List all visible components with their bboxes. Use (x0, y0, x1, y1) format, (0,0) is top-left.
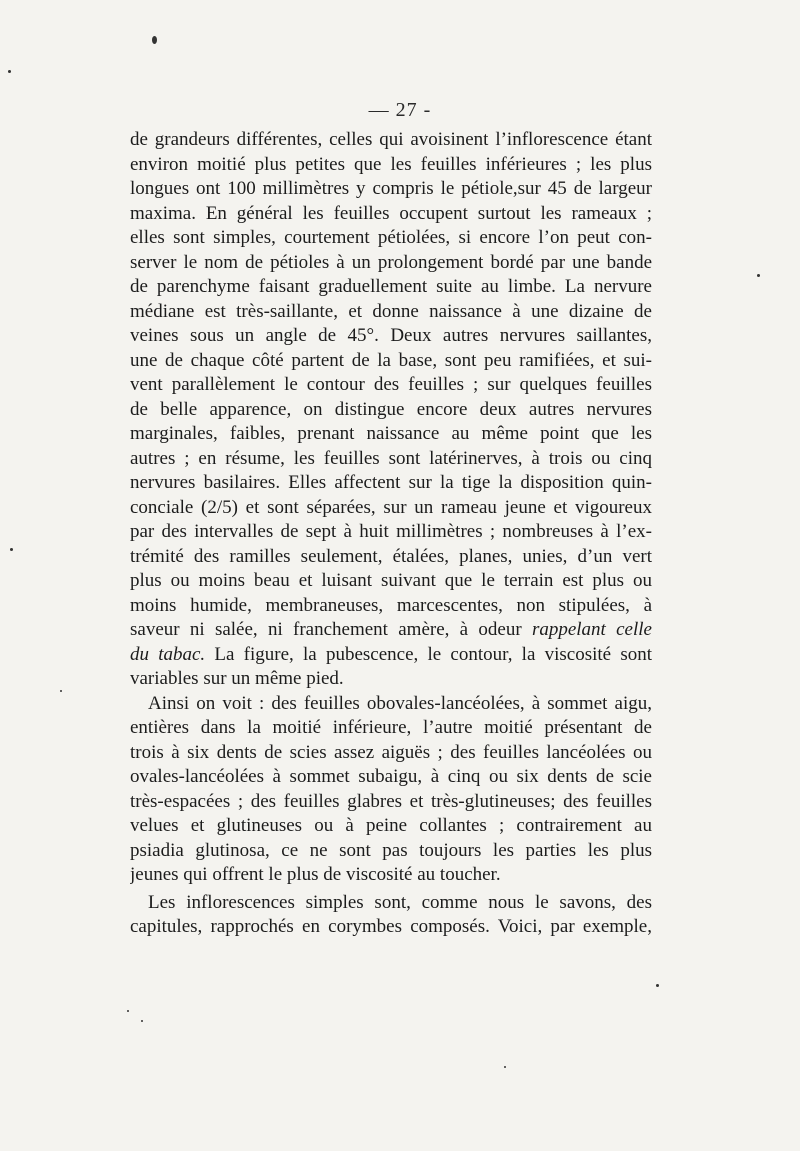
text-line: veines sous un angle de 45°. Deux autres nervures saillantes, (130, 325, 652, 346)
text-line: entières dans la moitié inférieure, l’autre moitié présentant de (130, 717, 652, 738)
scan-speck (152, 36, 157, 44)
scan-speck (757, 274, 760, 277)
text-line: très-espacées ; des feuilles glabres et très-glutineuses; des feuilles (130, 790, 652, 812)
text-line: moins humide, membraneuses, marcescentes, non stipulées, à (130, 594, 652, 616)
text-line: capitules, rapprochés en corymbes composés. Voici, par exemple, (130, 916, 652, 937)
scan-speck (504, 1066, 506, 1068)
text-line (130, 643, 652, 668)
scan-speck (8, 70, 11, 73)
text-line: vent parallèlement le contour des feuilles ; sur quelques feuilles (130, 374, 652, 395)
text-segment: La figure, la pubescence, le contour, la viscosité sont (205, 643, 652, 665)
scan-speck (60, 690, 62, 692)
italic-phrase: du tabac. (130, 643, 206, 665)
text-line: par des intervalles de sept à huit millimètres ; nombreuses à l’ex- (130, 521, 652, 542)
scan-speck (656, 984, 659, 987)
text-line (130, 618, 652, 643)
text-line: ovales-lancéolées à sommet subaigu, à cinq ou six dents de scie (130, 766, 652, 787)
text-line: de parenchyme faisant graduellement suite au limbe. La nervure (130, 276, 652, 297)
body-text (130, 128, 652, 940)
scan-speck (127, 1010, 129, 1012)
scan-speck (10, 548, 13, 551)
text-line: de belle apparence, on distingue encore deux autres nervures (130, 398, 652, 420)
text-line: marginales, faibles, prenant naissance au même point que les (130, 423, 652, 444)
text-line: autres ; en résume, les feuilles sont latérinerves, à trois ou cinq (130, 447, 652, 469)
text-line: variables sur un même pied. (130, 668, 344, 689)
text-segment: saveur ni salée, ni franchement amère, à odeur (130, 619, 532, 640)
text-line: trémité des ramilles seulement, étalées, planes, unies, d’un vert (130, 545, 652, 567)
text-line: Ainsi on voit : des feuilles obovales-lancéolées, à sommet aigu, (148, 692, 652, 714)
text-line: nervures basilaires. Elles affectent sur la tige la disposition quin- (130, 472, 652, 493)
text-line: trois à six dents de scies assez aiguës ; des feuilles lancéolées ou (130, 741, 652, 763)
text-line: velues et glutineuses ou à peine collantes ; contrairement au (130, 815, 652, 836)
text-line: Les inflorescences simples sont, comme nous le savons, des (148, 891, 652, 913)
page-number: — 27 - (368, 99, 432, 121)
text-line: server le nom de pétioles à un prolongement bordé par une bande (130, 251, 652, 273)
text-line: elles sont simples, courtement pétiolées, si encore l’on peut con- (130, 227, 652, 248)
text-line: conciale (2/5) et sont séparées, sur un rameau jeune et vigoureux (130, 496, 652, 518)
text-line: environ moitié plus petites que les feuilles inférieures ; les plus (130, 153, 652, 175)
scan-speck (141, 1020, 143, 1022)
text-line: psiadia glutinosa, ce ne sont pas toujours les parties les plus (130, 839, 652, 861)
text-line: de grandeurs différentes, celles qui avoisinent l’inflorescence étant (130, 129, 652, 150)
italic-phrase: rappelant celle (531, 619, 652, 640)
text-line: longues ont 100 millimètres y compris le pétiole,sur 45 de largeur (130, 178, 652, 199)
text-line: maxima. En général les feuilles occupent surtout les rameaux ; (130, 202, 652, 224)
text-line: médiane est très-saillante, et donne naissance à une dizaine de (130, 300, 652, 322)
text-line: une de chaque côté partent de la base, sont peu ramifiées, et sui- (130, 349, 652, 371)
text-line: plus ou moins beau et luisant suivant que le terrain est plus ou (130, 570, 652, 591)
text-line: jeunes qui offrent le plus de viscosité au toucher. (130, 864, 501, 885)
